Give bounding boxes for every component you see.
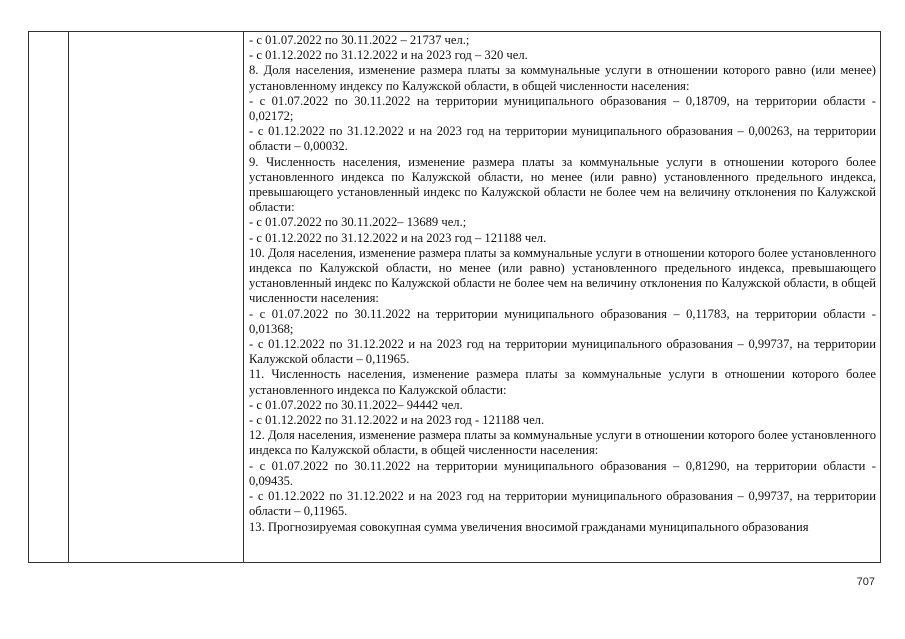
text-line: - с 01.12.2022 по 31.12.2022 и на 2023 год на территории муниципального образования – 0,99737, на территории области – 0,11965. xyxy=(249,489,876,519)
text-line: 12. Доля населения, изменение размера платы за коммунальные услуги в отношении которого более установленного индекса по Калужской области, в общей численности населения: xyxy=(249,428,876,458)
page-number: 707 xyxy=(856,576,875,588)
text-line: - с 01.12.2022 по 31.12.2022 и на 2023 год - 121188 чел. xyxy=(249,413,545,428)
text-line: 11. Численность населения, изменение размера платы за коммунальные услуги в отношении которого более установленного индекса по Калужской области: xyxy=(249,367,876,397)
table-cell-content xyxy=(244,32,881,563)
text-line: - с 01.07.2022 по 30.11.2022 – 21737 чел.; xyxy=(249,33,470,47)
table-cell-number xyxy=(29,32,69,563)
text-line: 10. Доля населения, изменение размера платы за коммунальные услуги в отношении которого более установленного индекса по Калужской области, но менее (или равно) установленного предельного индекса, превышающего установленный индекс по Калужской области не более чем на величину отклонения по Калужской области, в общей численности населения: xyxy=(249,245,876,306)
text-line: 9. Численность населения, изменение размера платы за коммунальные услуги в отношении которого более установленного индекса по Калужской области, но менее (или равно) установленного предельного индекса, превышающего установленный индекс по Калужской области не более чем на величину отклонения по Калужской области: xyxy=(249,154,876,215)
text-line: - с 01.12.2022 по 31.12.2022 и на 2023 год – 121188 чел. xyxy=(249,230,547,245)
text-line: - с 01.07.2022 по 30.11.2022 на территории муниципального образования – 0,81290, на территории области - 0,09435. xyxy=(249,458,876,488)
text-line: 8. Доля населения, изменение размера платы за коммунальные услуги в отношении которого равно (или менее) установленному индексу по Калужской области, в общей численности населения: xyxy=(249,63,876,93)
text-line: - с 01.07.2022 по 30.11.2022– 13689 чел.; xyxy=(249,215,467,230)
text-line: - с 01.12.2022 по 31.12.2022 и на 2023 год на территории муниципального образования – 0,99737, на территории Калужской области – 0,11965. xyxy=(249,337,876,367)
text-line: - с 01.07.2022 по 30.11.2022 на территории муниципального образования – 0,18709, на территории области - 0,02172; xyxy=(249,93,876,124)
table-row xyxy=(29,32,881,563)
table-cell-name xyxy=(69,32,244,563)
text-line: - с 01.07.2022 по 30.11.2022 на территории муниципального образования – 0,11783, на территории области - 0,01368; xyxy=(249,306,876,336)
text-line: - с 01.12.2022 по 31.12.2022 и на 2023 год – 320 чел. xyxy=(249,48,528,63)
text-line: 13. Прогнозируемая совокупная сумма увеличения вносимой гражданами муниципального образования xyxy=(249,519,809,534)
text-line: - с 01.07.2022 по 30.11.2022– 94442 чел. xyxy=(249,397,463,412)
text-line: - с 01.12.2022 по 31.12.2022 и на 2023 год на территории муниципального образования – 0,00263, на территории области – 0,00032. xyxy=(249,124,876,154)
document-table xyxy=(28,31,881,563)
cell-text-block xyxy=(244,32,880,562)
